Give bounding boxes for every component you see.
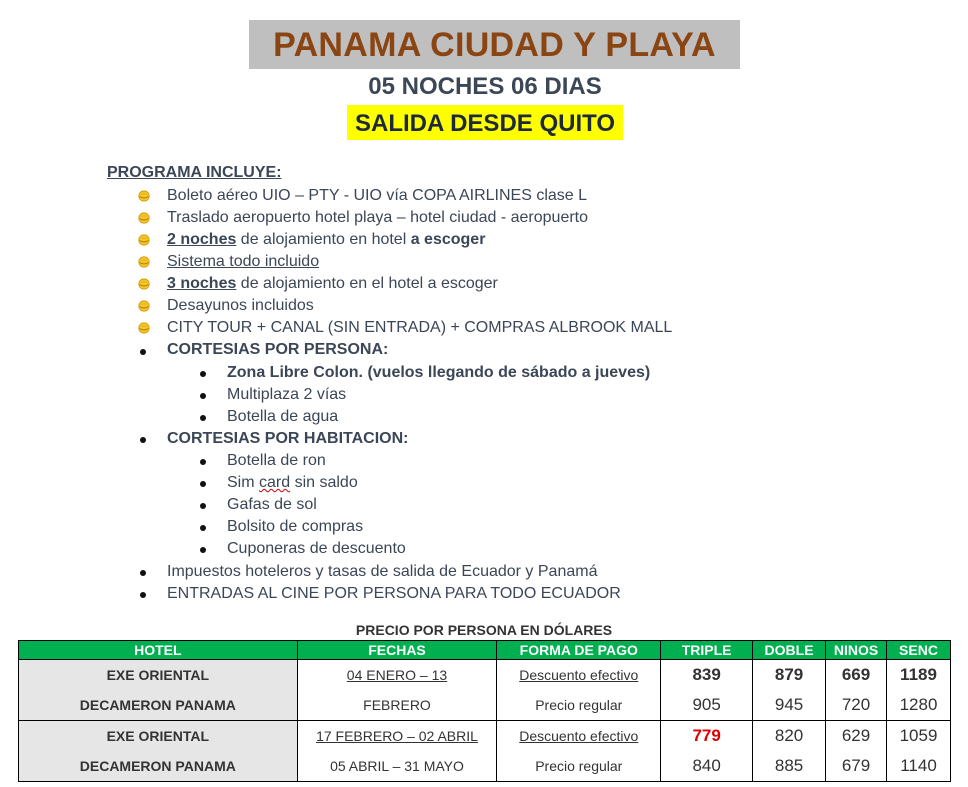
bullet-dot	[200, 525, 206, 531]
price-table-title: PRECIO POR PERSONA EN DÓLARES	[355, 622, 613, 638]
salida-text: SALIDA DESDE QUITO	[354, 110, 616, 137]
cell-ninos: 629	[826, 721, 887, 752]
cell-doble: 945	[753, 690, 826, 721]
item-cine: ENTRADAS AL CINE POR PERSONA PARA TODO ECUADOR	[167, 585, 621, 602]
cell-senc: 1280	[887, 690, 951, 721]
item-3-noches	[167, 275, 498, 293]
header-hotel: HOTEL	[19, 641, 298, 660]
price-table	[18, 640, 951, 782]
sim-text-card: card	[259, 474, 291, 491]
item-boleto: Boleto aéreo UIO – PTY - UIO vía COPA AIRLINES clase L	[167, 187, 588, 204]
item-3-noches-bold: 3 noches	[167, 275, 237, 292]
cell-fechas: 17 FEBRERO – 02 ABRIL	[297, 721, 497, 752]
table-row	[19, 690, 951, 721]
table-row	[19, 751, 951, 782]
bullet-dot	[200, 503, 206, 509]
bullet-dot	[200, 459, 206, 465]
cell-ninos: 669	[826, 660, 887, 691]
sim-text-2: sin saldo	[290, 474, 358, 491]
subtitle: 05 NOCHES 06 DIAS	[368, 73, 602, 100]
header-forma-pago: FORMA DE PAGO	[497, 641, 661, 660]
salida-banner	[347, 105, 623, 140]
table-header-row	[19, 641, 951, 660]
cell-hotel: EXE ORIENTAL	[19, 660, 298, 691]
table-row	[19, 721, 951, 752]
sun-icon	[138, 190, 150, 202]
item-todo-incluido: Sistema todo incluido	[167, 253, 320, 270]
cell-forma-pago: Precio regular	[497, 751, 661, 782]
bullet-dot	[140, 592, 146, 598]
cortesia-agua: Botella de agua	[227, 408, 339, 425]
header-senc: SENC	[887, 641, 951, 660]
cell-forma-pago: Descuento efectivo	[497, 721, 661, 752]
table-row	[19, 660, 951, 691]
programa-heading: PROGRAMA INCLUYE:	[107, 164, 282, 181]
cortesia-multiplaza: Multiplaza 2 vías	[227, 386, 347, 403]
bullet-dot	[140, 437, 146, 443]
sun-icon	[138, 322, 150, 334]
sun-icon	[138, 234, 150, 246]
bullet-dot	[200, 547, 206, 553]
cell-senc: 1189	[887, 660, 951, 691]
bullet-dot	[200, 371, 206, 377]
cell-ninos: 679	[826, 751, 887, 782]
cortesias-habitacion-heading: CORTESIAS POR HABITACION:	[167, 430, 409, 447]
cell-ninos: 720	[826, 690, 887, 721]
cortesia-ron: Botella de ron	[227, 452, 326, 469]
bullet-dot	[140, 349, 146, 355]
item-2-noches-escoger: a escoger	[410, 231, 486, 248]
cell-doble: 885	[753, 751, 826, 782]
item-2-noches-bold: 2 noches	[167, 231, 237, 248]
cell-senc: 1059	[887, 721, 951, 752]
cell-fechas: 04 ENERO – 13	[297, 660, 497, 691]
sun-icon	[138, 300, 150, 312]
cell-triple: 839	[661, 660, 753, 691]
cell-fechas: 05 ABRIL – 31 MAYO	[297, 751, 497, 782]
sun-icon	[138, 278, 150, 290]
bullet-dot	[200, 481, 206, 487]
bullet-dot	[200, 393, 206, 399]
cortesias-persona-heading: CORTESIAS POR PERSONA:	[167, 341, 389, 358]
header-fechas: FECHAS	[297, 641, 497, 660]
sun-icon	[138, 256, 150, 268]
cell-forma-pago: Descuento efectivo	[497, 660, 661, 691]
cortesia-sim-card	[227, 474, 358, 492]
item-2-noches-text: de alojamiento en hotel	[236, 231, 411, 248]
header-ninos: NINOS	[826, 641, 887, 660]
header-doble: DOBLE	[753, 641, 826, 660]
cell-senc: 1140	[887, 751, 951, 782]
item-3-noches-text: de alojamiento en el hotel a escoger	[236, 275, 498, 292]
bullet-dot	[200, 415, 206, 421]
cell-doble: 820	[753, 721, 826, 752]
item-city-tour: CITY TOUR + CANAL (SIN ENTRADA) + COMPRAS ALBROOK MALL	[167, 319, 673, 336]
page-title: PANAMA CIUDAD Y PLAYA	[273, 26, 716, 64]
sim-text-1: Sim	[227, 474, 259, 491]
cortesia-bolsito: Bolsito de compras	[227, 518, 364, 535]
cortesia-zona-libre: Zona Libre Colon. (vuelos llegando de sábado a jueves)	[227, 364, 651, 381]
item-2-noches	[167, 231, 485, 249]
cortesia-gafas: Gafas de sol	[227, 496, 317, 513]
item-traslado: Traslado aeropuerto hotel playa – hotel ciudad - aeropuerto	[167, 209, 589, 226]
cortesia-cuponeras: Cuponeras de descuento	[227, 540, 406, 557]
cell-triple: 779	[661, 721, 753, 752]
item-impuestos: Impuestos hoteleros y tasas de salida de Ecuador y Panamá	[167, 563, 598, 580]
cell-triple: 905	[661, 690, 753, 721]
sun-icon	[138, 212, 150, 224]
cell-forma-pago: Precio regular	[497, 690, 661, 721]
cell-triple: 840	[661, 751, 753, 782]
title-banner	[249, 20, 740, 69]
header-triple: TRIPLE	[661, 641, 753, 660]
bullet-dot	[140, 570, 146, 576]
cell-hotel: DECAMERON PANAMA	[19, 690, 298, 721]
cell-hotel: DECAMERON PANAMA	[19, 751, 298, 782]
cell-fechas: FEBRERO	[297, 690, 497, 721]
cell-doble: 879	[753, 660, 826, 691]
cell-hotel: EXE ORIENTAL	[19, 721, 298, 752]
item-desayunos: Desayunos incluidos	[167, 297, 314, 314]
